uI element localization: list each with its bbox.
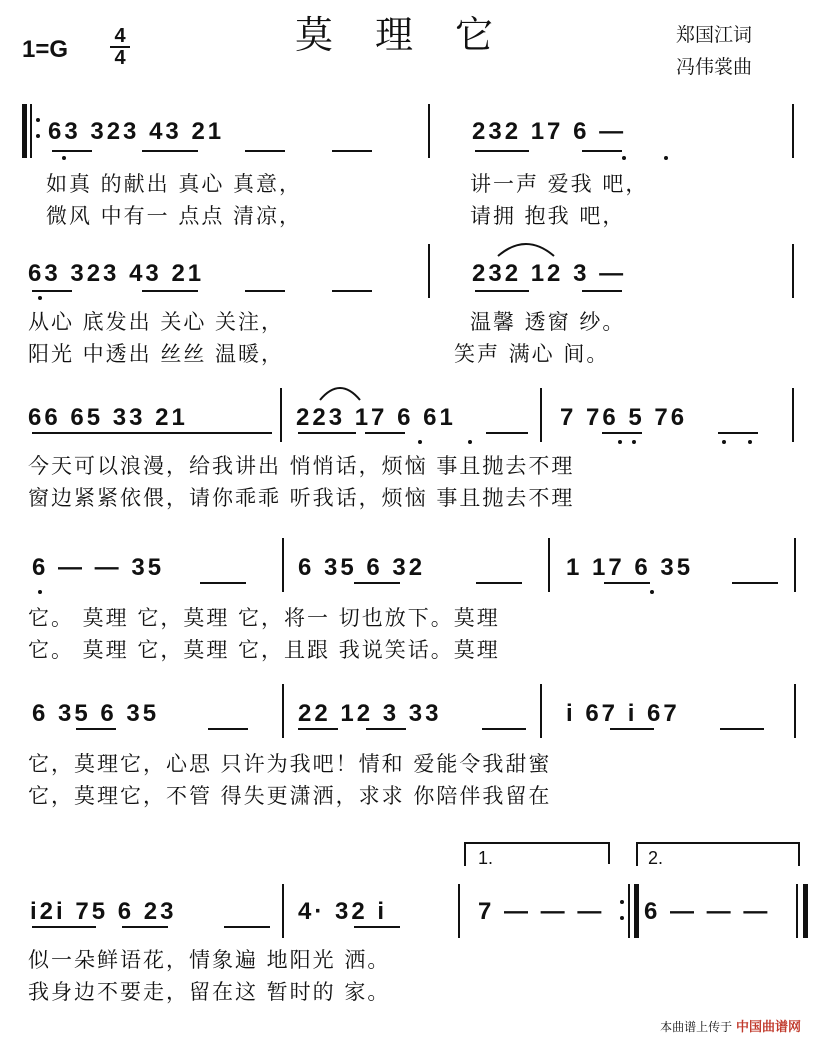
lyric-verse-2: 阳光 中透出 丝丝 温暖， xyxy=(28,342,285,366)
notes-measure: 4· 32 i xyxy=(298,898,388,925)
barline xyxy=(30,104,32,158)
footer-text: 本曲谱上传于 xyxy=(660,1020,733,1034)
octave-dot xyxy=(38,296,42,300)
octave-dot xyxy=(618,440,622,444)
beam-underline xyxy=(475,150,529,152)
time-signature-bottom: 4 xyxy=(114,47,126,69)
beam-underline xyxy=(732,582,778,584)
lyric-verse-1: 似一朵鲜语花，情象遍 地阳光 洒。 xyxy=(28,948,391,972)
repeat-dot xyxy=(620,916,624,920)
lyric-verse-2: 我身边不要走，留在这 暂时的 家。 xyxy=(28,980,391,1004)
lyric-verse-2: 窗边紧紧依偎，请你乖乖 听我话，烦恼 事且抛去不理 xyxy=(28,486,575,510)
beam-underline xyxy=(142,290,198,292)
beam-underline xyxy=(582,290,622,292)
lyric-verse-1: 它。 莫理 它，莫理 它，将一 切也放下。莫理 xyxy=(28,606,500,630)
barline xyxy=(280,388,282,442)
notes-measure: 232 17 6 — xyxy=(472,118,627,145)
beam-underline xyxy=(245,150,285,152)
beam-underline xyxy=(602,432,642,434)
barline xyxy=(540,388,542,442)
barline xyxy=(792,388,794,442)
lyric-verse-1: 它，莫理它，心思 只许为我吧！情和 爱能令我甜蜜 xyxy=(28,752,552,776)
notes-measure: i2i 75 6 23 xyxy=(30,898,177,925)
lyric-verse-1: 从心 底发出 关心 关注， xyxy=(28,310,285,334)
beam-underline xyxy=(224,926,270,928)
barline xyxy=(794,538,796,592)
second-ending-label: 2. xyxy=(648,848,664,868)
slur-mark xyxy=(496,238,556,258)
octave-dot xyxy=(62,156,66,160)
notes-measure: 6 — — 35 xyxy=(32,554,165,581)
octave-dot xyxy=(650,590,654,594)
beam-underline xyxy=(720,728,764,730)
barline xyxy=(428,244,430,298)
barline xyxy=(548,538,550,592)
beam-underline xyxy=(52,150,92,152)
barline xyxy=(792,244,794,298)
barline xyxy=(428,104,430,158)
octave-dot xyxy=(632,440,636,444)
notes-measure: 6 35 6 32 xyxy=(298,554,426,581)
notes-measure: 6 — — — xyxy=(644,898,771,925)
notes-measure: 63 323 43 21 xyxy=(28,260,205,287)
beam-underline xyxy=(32,926,96,928)
notes-measure: 232 12 3 — xyxy=(472,260,627,287)
notes-measure: 7 — — — xyxy=(478,898,605,925)
second-ending-bracket xyxy=(636,842,800,866)
first-ending-label: 1. xyxy=(478,848,494,868)
notes-measure: 66 65 33 21 xyxy=(28,404,188,431)
octave-dot xyxy=(722,440,726,444)
octave-dot xyxy=(664,156,668,160)
octave-dot xyxy=(748,440,752,444)
octave-dot xyxy=(38,590,42,594)
barline xyxy=(282,684,284,738)
beam-underline xyxy=(32,290,72,292)
octave-dot xyxy=(418,440,422,444)
notes-measure: i 67 i 67 xyxy=(566,700,680,727)
volta-end-line xyxy=(608,842,610,864)
notes-measure: 7 76 5 76 xyxy=(560,404,688,431)
beam-underline xyxy=(200,582,246,584)
footer-site-logo: 中国曲谱网 xyxy=(735,1020,801,1035)
repeat-dot xyxy=(620,900,624,904)
beam-underline xyxy=(482,728,526,730)
final-barline xyxy=(796,884,798,938)
notes-measure: 22 12 3 33 xyxy=(298,700,442,727)
beam-underline xyxy=(604,582,650,584)
beam-underline xyxy=(475,290,529,292)
final-barline-thick xyxy=(803,884,808,938)
repeat-dot xyxy=(36,134,40,138)
lyric-verse-2: 它。 莫理 它，莫理 它，且跟 我说笑话。莫理 xyxy=(28,638,500,662)
composer-credit: 冯伟裳曲 xyxy=(676,56,753,78)
key-signature: 1=G xyxy=(22,36,69,63)
beam-underline xyxy=(32,432,272,434)
footer-watermark xyxy=(660,1016,801,1035)
repeat-end-barline xyxy=(628,884,630,938)
lyric-verse-2: 请拥 抱我 吧， xyxy=(470,204,626,228)
lyricist-credit: 郑国江词 xyxy=(676,24,753,46)
beam-underline xyxy=(476,582,522,584)
beam-underline xyxy=(76,728,116,730)
notes-measure: 1 17 6 35 xyxy=(566,554,694,581)
time-signature xyxy=(110,26,130,68)
octave-dot xyxy=(468,440,472,444)
lyric-verse-2: 笑声 满心 间。 xyxy=(454,342,610,366)
barline xyxy=(458,884,460,938)
beam-underline xyxy=(354,582,400,584)
song-title: 莫理它 xyxy=(294,13,535,57)
lyric-verse-2: 它，莫理它，不管 得失更潇洒，求求 你陪伴我留在 xyxy=(28,784,552,808)
beam-underline xyxy=(582,150,622,152)
beam-underline xyxy=(332,290,372,292)
beam-underline xyxy=(366,728,406,730)
slur-mark xyxy=(318,382,362,402)
notes-measure: 6 35 6 35 xyxy=(32,700,160,727)
barline xyxy=(282,884,284,938)
barline xyxy=(282,538,284,592)
octave-dot xyxy=(622,156,626,160)
beam-underline xyxy=(245,290,285,292)
first-ending-bracket xyxy=(464,842,610,866)
lyric-verse-1: 温馨 透窗 纱。 xyxy=(470,310,626,334)
lyric-verse-1: 今天可以浪漫，给我讲出 悄悄话，烦恼 事且抛去不理 xyxy=(28,454,575,478)
lyric-verse-2: 微风 中有一 点点 清凉， xyxy=(46,204,303,228)
beam-underline xyxy=(298,432,356,434)
time-signature-top: 4 xyxy=(110,26,130,48)
barline xyxy=(794,684,796,738)
repeat-end-barline-thick xyxy=(634,884,639,938)
barline xyxy=(792,104,794,158)
notes-measure: 63 323 43 21 xyxy=(48,118,225,145)
beam-underline xyxy=(298,728,338,730)
notes-measure: 223 17 6 61 xyxy=(296,404,456,431)
lyric-verse-1: 讲一声 爱我 吧， xyxy=(470,172,649,196)
beam-underline xyxy=(332,150,372,152)
repeat-dot xyxy=(36,118,40,122)
beam-underline xyxy=(610,728,654,730)
beam-underline xyxy=(142,150,198,152)
beam-underline xyxy=(486,432,528,434)
beam-underline xyxy=(354,926,400,928)
beam-underline xyxy=(122,926,168,928)
beam-underline xyxy=(365,432,405,434)
barline xyxy=(540,684,542,738)
beam-underline xyxy=(718,432,758,434)
lyric-verse-1: 如真 的献出 真心 真意， xyxy=(46,172,303,196)
repeat-start-barline xyxy=(22,104,27,158)
beam-underline xyxy=(208,728,248,730)
